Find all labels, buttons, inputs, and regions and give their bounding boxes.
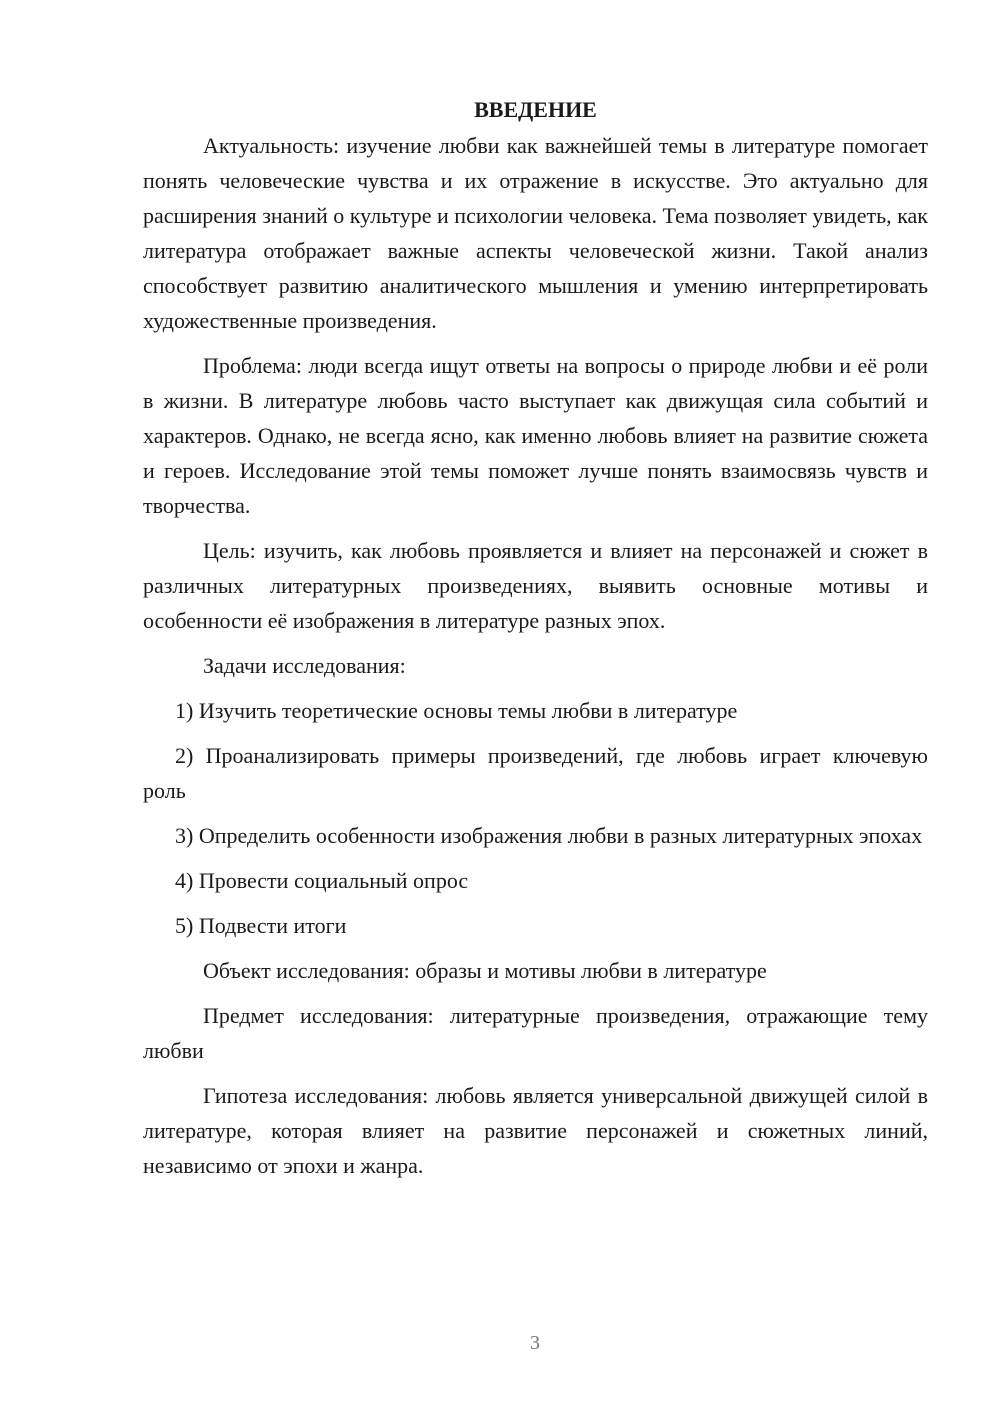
task-item: 3) Определить особенности изображения любви в разных литературных эпохах (175, 823, 923, 848)
problem-paragraph: Проблема: люди всегда ищут ответы на вопросы о природе любви и её роли в жизни. В литературе любовь часто выступает как движущая сила событий и характеров. Однако, не всегда ясно, как именно любовь влияет на развитие сюжета и героев. Исследование этой темы поможет лучше понять взаимосвязь чувств и творчества. (143, 353, 928, 518)
relevance-paragraph: Актуальность: изучение любви как важнейшей темы в литературе помогает понять человеческие чувства и их отражение в искусстве. Это актуально для расширения знаний о культуре и психологии человека. Тема позволяет увидеть, как литература отображает важные аспекты человеческой жизни. Такой анализ способствует развитию аналитического мышления и умению интерпретировать художественные произведения. (143, 133, 928, 333)
task-item: 4) Провести социальный опрос (175, 868, 469, 893)
task-item: 5) Подвести итоги (175, 913, 347, 938)
task-item: 1) Изучить теоретические основы темы любви в литературе (175, 698, 738, 723)
page-number: 3 (530, 1332, 540, 1354)
task-item: 2) Проанализировать примеры произведений, где любовь играет ключевую роль (143, 743, 928, 803)
tasks-heading: Задачи исследования: (203, 653, 406, 678)
document-page (143, 92, 928, 1193)
object-paragraph: Объект исследования: образы и мотивы любви в литературе (203, 958, 767, 983)
hypothesis-paragraph: Гипотеза исследования: любовь является универсальной движущей силой в литературе, которая влияет на развитие персонажей и сюжетных линий, независимо от эпохи и жанра. (143, 1083, 928, 1178)
page-title: ВВЕДЕНИЕ (474, 97, 597, 122)
subject-paragraph: Предмет исследования: литературные произведения, отражающие тему любви (143, 1003, 928, 1063)
goal-paragraph: Цель: изучить, как любовь проявляется и влияет на персонажей и сюжет в различных литературных произведениях, выявить основные мотивы и особенности её изображения в литературе разных эпох. (143, 538, 928, 633)
